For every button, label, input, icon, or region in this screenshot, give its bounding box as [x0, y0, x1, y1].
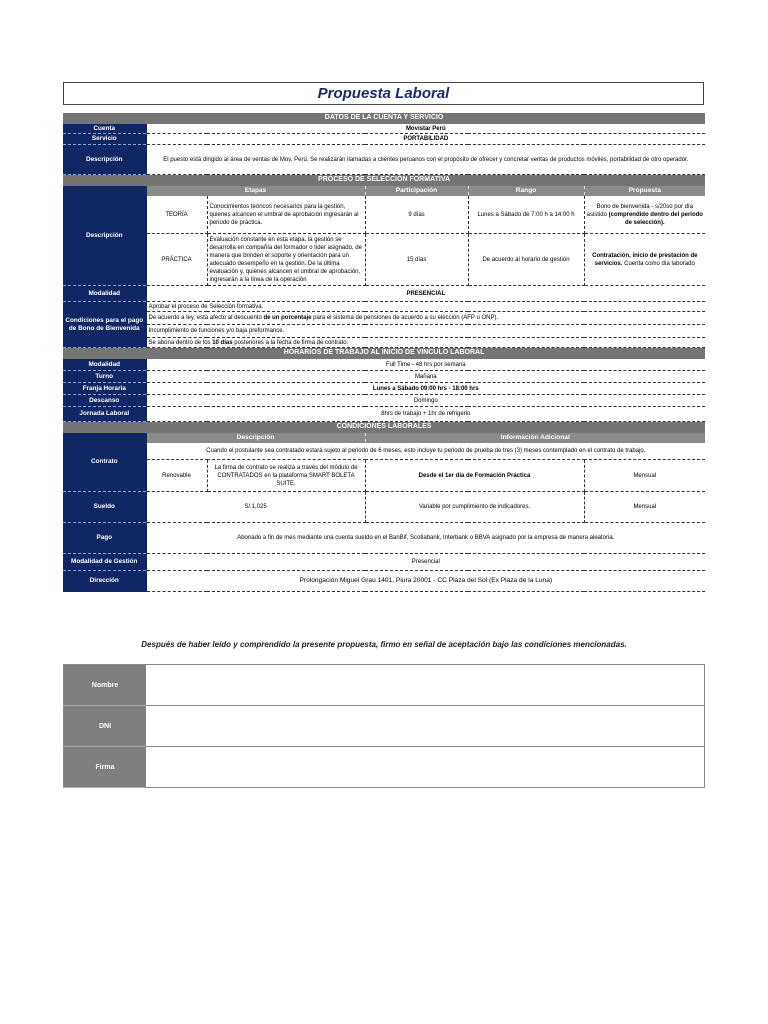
value-jornada: 8hrs de trabajo + 1hr de refrigerio	[146, 407, 705, 422]
row-turno	[63, 371, 705, 383]
bono-condition-4	[146, 338, 705, 348]
bono-condition-2	[146, 312, 705, 325]
label-gestion: Modalidad de Gestión	[63, 554, 146, 571]
label-descripcion-cuenta: Descripción	[63, 145, 146, 175]
bono-4c: posteriores a la fecha de firma de contrato.	[232, 339, 349, 346]
row-contrato-intro	[63, 443, 705, 460]
firma-field[interactable]	[146, 747, 705, 788]
page-title: Propuesta Laboral	[317, 85, 450, 102]
label-modalidad-proceso: Modalidad	[63, 286, 146, 302]
row-direccion	[63, 571, 705, 592]
section-title-cuenta: DATOS DE LA CUENTA Y SERVICIO	[63, 113, 705, 124]
header-rango: Rango	[468, 186, 584, 196]
row-franja	[63, 383, 705, 395]
value-modalidad-proceso: PRESENCIAL	[146, 286, 705, 302]
label-bono: Condiciones para el pago de Bono de Bienvenida	[63, 302, 146, 348]
row-servicio	[63, 134, 705, 145]
teoria-participacion: 9 días	[365, 196, 468, 234]
title-box	[63, 82, 704, 105]
acceptance-note: Después de haber leído y comprendido la presente propuesta, firmo en señal de aceptación bajo las condiciones mencionadas.	[141, 640, 627, 649]
row-descanso	[63, 395, 705, 407]
contrato-firma: La firma de contrato se realiza a través del módulo de CONTRATADOS en la plataforma SMART BOLETA SUITE.	[207, 460, 365, 492]
label-nombre: Nombre	[64, 665, 147, 706]
header-descripcion: Descripción	[146, 433, 365, 443]
row-bono-3	[63, 325, 705, 338]
section-header-condiciones	[63, 422, 705, 433]
label-descripcion-proceso: Descripción	[63, 186, 146, 286]
row-firma	[64, 747, 705, 788]
header-participacion: Participación	[365, 186, 468, 196]
label-dni: DNI	[64, 706, 147, 747]
header-propuesta: Propuesta	[584, 186, 705, 196]
practica-propuesta	[584, 234, 705, 286]
row-dni	[64, 706, 705, 747]
label-descanso: Descanso	[63, 395, 146, 407]
teoria-name: TEORÍA	[146, 196, 207, 234]
row-gestion	[63, 554, 705, 571]
contrato-intro: Cuando el postulante sea contratado estará sujeto al periodo de 6 meses, esto incluye tu periodo de prueba de tres (3) meses contemplado en el contrato de trabajo.	[146, 443, 705, 460]
row-sueldo	[63, 492, 705, 523]
section-title-condiciones: CONDICIONES LABORALES	[63, 422, 705, 433]
bono-2c: para el sistema de pensiones de acuerdo a su elección (AFP u ONP).	[311, 315, 499, 321]
value-sueldo: S/.1,025	[146, 492, 365, 523]
practica-propuesta-a: Contratación, inicio de prestación de servicios.	[592, 252, 698, 267]
bono-2b: de un porcentaje	[263, 315, 312, 321]
row-pago	[63, 523, 705, 554]
signature-table	[63, 664, 705, 788]
teoria-propuesta-b: (comprendido dentro del periodo de selección).	[608, 211, 703, 226]
row-bono-4	[63, 338, 705, 348]
value-servicio: PORTABILIDAD	[146, 134, 705, 145]
label-direccion: Dirección	[63, 571, 146, 592]
value-franja: Lunes a Sábado 09:00 hrs - 18:00 hrs	[146, 383, 705, 395]
contrato-frecuencia: Mensual	[584, 460, 705, 492]
value-turno: Mañana	[146, 371, 705, 383]
teoria-propuesta-a: Bono de bienvenida - s/20so por día asistido	[586, 203, 693, 218]
section-title-proceso: PROCESO DE SELECCIÓN FORMATIVA	[63, 175, 705, 186]
row-bono-1	[63, 302, 705, 312]
contrato-tipo: Renovable	[146, 460, 207, 492]
label-sueldo: Sueldo	[63, 492, 146, 523]
row-practica	[63, 234, 705, 286]
label-firma: Firma	[64, 747, 147, 788]
header-etapas: Etapas	[146, 186, 365, 196]
practica-participacion: 15 días	[365, 234, 468, 286]
row-descripcion-cuenta	[63, 145, 705, 175]
sueldo-variable: Variable por cumplimiento de indicadores.	[365, 492, 584, 523]
practica-text: Evaluación constante en esta etapa, la gestión se desarrolla en compañía del formador o líder asignado, de manera que brinden el soporte y orientación para un adecuado desempeño en la gestión. De la última evaluación y, quienes alcancen el umbral de aprobación, ingresarán a la línea de la operación	[207, 234, 365, 286]
dni-field[interactable]	[146, 706, 705, 747]
row-teoria	[63, 196, 705, 234]
header-info-adicional: Información Adicional	[365, 433, 705, 443]
row-bono-2	[63, 312, 705, 325]
row-jornada	[63, 407, 705, 422]
teoria-text: Conocimientos teóricos necesarios para la gestión, quienes alcancen el umbral de aprobación ingresarán al periodo de práctica.	[207, 196, 365, 234]
teoria-rango: Lunes a Sábado de 7:00 h a 14:00 h	[468, 196, 584, 234]
bono-condition-3: Incumplimiento de funciones y/o baja preformance.	[146, 325, 705, 338]
proposal-form	[63, 113, 705, 592]
sueldo-frecuencia: Mensual	[584, 492, 705, 523]
value-cuenta: Movistar Perú	[146, 124, 705, 134]
section-header-proceso	[63, 175, 705, 186]
row-cuenta	[63, 124, 705, 134]
row-nombre	[64, 665, 705, 706]
label-modalidad-horario: Modalidad	[63, 359, 146, 371]
section-title-horarios: HORARIOS DE TRABAJO AL INICIO DE VINCULO LABORAL	[63, 348, 705, 359]
section-header-cuenta	[63, 113, 705, 124]
value-direccion: Prolongación Miguel Grau 1401, Piura 20001 - CC Plaza del Sol (Ex Plaza de la Luna)	[146, 571, 705, 592]
label-turno: Turno	[63, 371, 146, 383]
bono-4a: Se abona dentro de los	[148, 339, 213, 346]
teoria-propuesta	[584, 196, 705, 234]
label-jornada: Jornada Laboral	[63, 407, 146, 422]
label-servicio: Servicio	[63, 134, 146, 145]
value-descripcion-cuenta: El puesto está dirigido al área de ventas de Mov. Perú. Se realizarán llamadas a clientes peruanos con el propósito de ofrecer y concretar ventas de productos móviles, portabilidad de otro operador.	[146, 145, 705, 175]
practica-name: PRÁCTICA	[146, 234, 207, 286]
practica-rango: De acuerdo al horario de gestión	[468, 234, 584, 286]
value-pago: Abonado a fin de mes mediante una cuenta sueldo en el BanBif, Scotiabank, Interbank o BBVA asignado por la empresa de manera aleatoria.	[146, 523, 705, 554]
label-franja: Franja Horaria	[63, 383, 146, 395]
row-modalidad-horario	[63, 359, 705, 371]
contrato-inicio: Desde el 1er día de Formación Práctica	[365, 460, 584, 492]
value-modalidad-horario: Full Time - 48 hrs por semana	[146, 359, 705, 371]
label-contrato: Contrato	[63, 433, 146, 492]
nombre-field[interactable]	[146, 665, 705, 706]
row-contrato-detalle	[63, 460, 705, 492]
row-condiciones-headers	[63, 433, 705, 443]
practica-propuesta-b: Cuenta como día laborado	[622, 260, 695, 267]
row-modalidad-proceso	[63, 286, 705, 302]
section-header-horarios	[63, 348, 705, 359]
bono-2a: De acuerdo a ley, está afecto al descuento	[148, 315, 264, 321]
label-cuenta: Cuenta	[63, 124, 146, 134]
row-proceso-headers	[63, 186, 705, 196]
bono-condition-1: Aprobar el proceso de Selección formativa.	[146, 302, 705, 312]
label-pago: Pago	[63, 523, 146, 554]
bono-4b: 10 días	[212, 339, 233, 346]
value-gestion: Presencial	[146, 554, 705, 571]
value-descanso: Domingo	[146, 395, 705, 407]
